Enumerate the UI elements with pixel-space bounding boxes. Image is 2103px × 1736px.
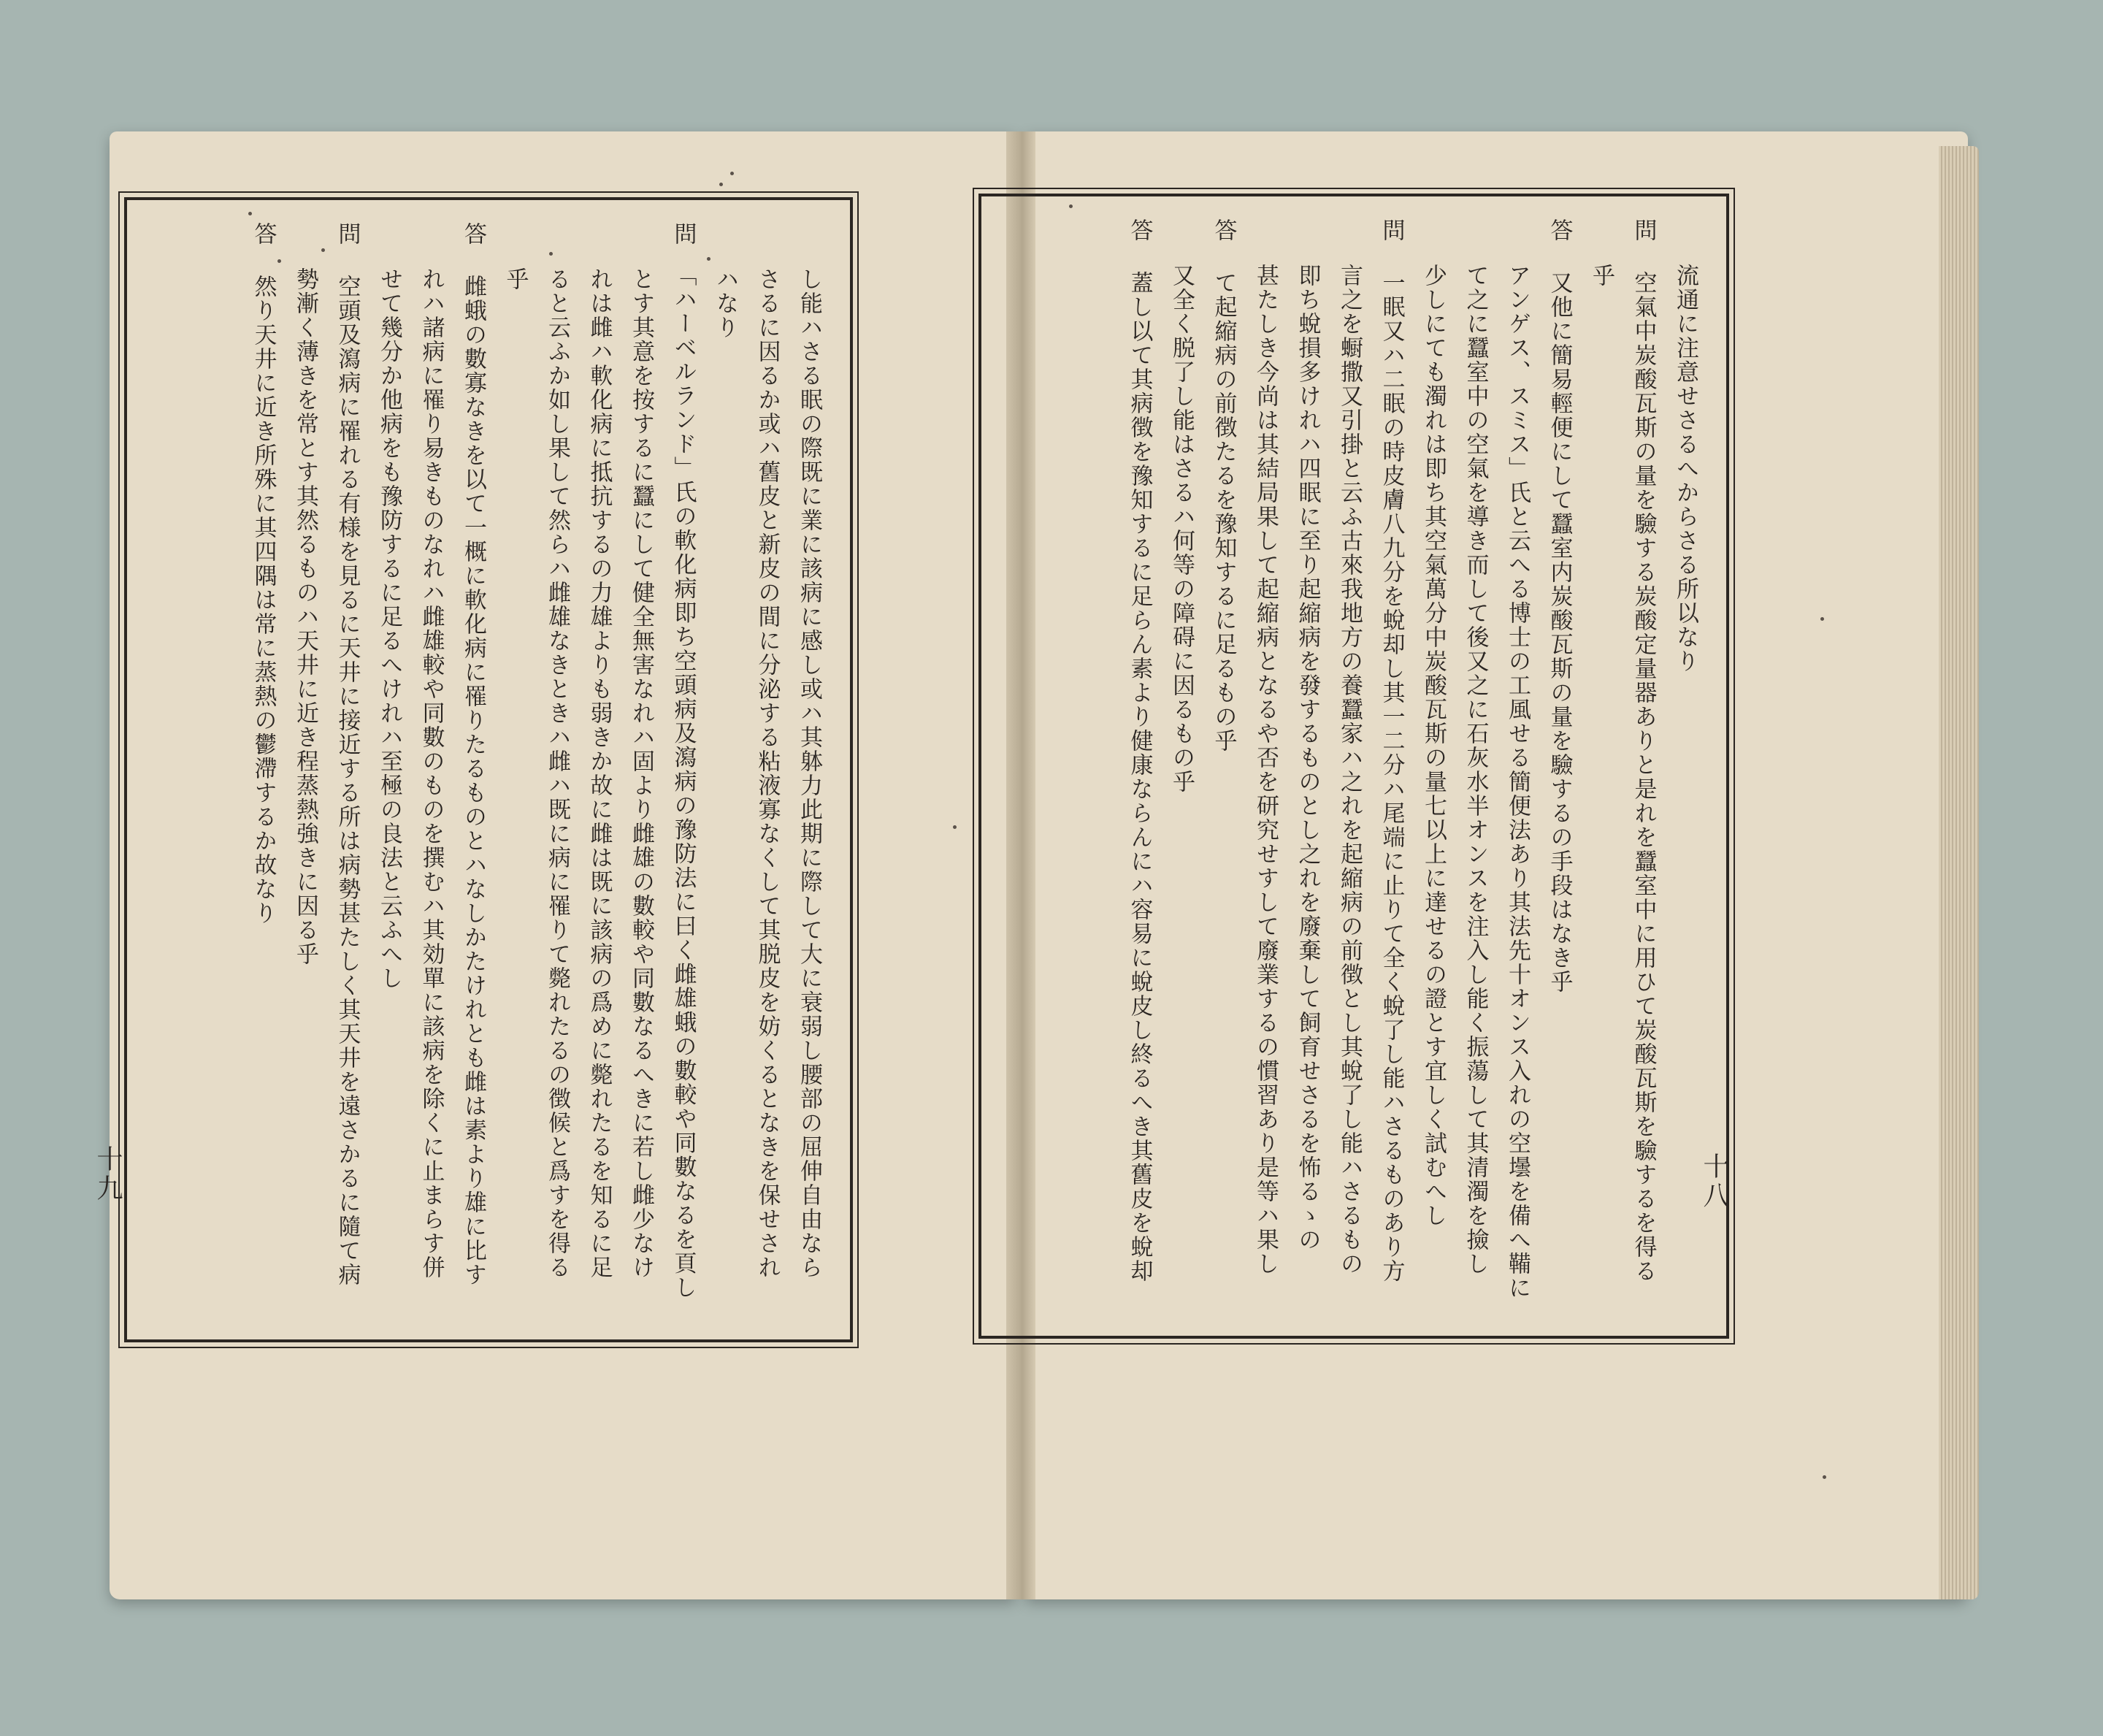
column-text: 勢漸く薄きを常とす其然るものハ天井に近き程蒸熱強きに因る乎 bbox=[292, 267, 318, 966]
column-text: 甚たしき今尚は其結局果して起縮病となるや否を研究せすして廢業するの慣習あり是等ハ果し bbox=[1252, 264, 1279, 1276]
column-text: 乎 bbox=[502, 267, 529, 291]
qa-label: 問 bbox=[334, 222, 361, 270]
column-text: 蓋し以て其病徴を豫知するに足らん素より健康ならんにハ容易に蛻皮し終るへき其舊皮を蛻却 bbox=[1126, 271, 1153, 1284]
column-text: 流通に注意せさるへからさる所以なり bbox=[1672, 264, 1698, 673]
text-column bbox=[1538, 218, 1580, 1314]
paper-speck bbox=[730, 172, 734, 175]
qa-label: 問 bbox=[1378, 218, 1405, 267]
text-column bbox=[326, 222, 368, 1318]
page-edges bbox=[1939, 146, 1979, 1599]
text-column bbox=[1496, 218, 1539, 1314]
column-text: 然り天井に近き所殊に其四隅は常に蒸熱の鬱滯するか故なり bbox=[250, 275, 277, 926]
text-column bbox=[1118, 218, 1160, 1314]
column-text: し能ハさる眠の際既に業に該病に感し或ハ其躰力此期に際して大に衰弱し腰部の屈伸自由なら bbox=[796, 267, 822, 1280]
text-column bbox=[536, 222, 578, 1318]
paper-speck bbox=[1823, 1475, 1826, 1479]
right-page-frame bbox=[978, 194, 1729, 1339]
paper-speck bbox=[1820, 617, 1824, 621]
text-column bbox=[368, 222, 410, 1318]
paper-speck bbox=[248, 212, 252, 215]
text-column bbox=[284, 222, 326, 1318]
column-text: 又全く脱了し能はさるハ何等の障碍に因るもの乎 bbox=[1168, 264, 1195, 794]
paper-speck bbox=[277, 259, 281, 263]
column-text: 空氣中炭酸瓦斯の量を驗する炭酸定量器ありと是れを蠶室中に用ひて炭酸瓦斯を驗するを得る bbox=[1630, 271, 1657, 1284]
qa-label: 答 bbox=[460, 222, 486, 270]
column-text: 一眠又ハ二眠の時皮膚八九分を蛻却し其一二分ハ尾端に止りて全く蛻了し能ハさるものあり方 bbox=[1378, 271, 1405, 1284]
paper-speck bbox=[1069, 204, 1073, 208]
text-column bbox=[1202, 218, 1244, 1314]
text-column bbox=[746, 222, 788, 1318]
text-column bbox=[1412, 218, 1455, 1314]
left-page-frame bbox=[124, 197, 853, 1342]
column-text: 空頭及瀉病に罹れる有様を見るに天井に接近する所は病勢甚たしく其天井を遠さかるに隨て病 bbox=[334, 275, 361, 1288]
column-text: せて幾分か他病をも豫防するに足るへけれハ至極の良法と云ふへし bbox=[376, 267, 402, 990]
column-text: ると云ふか如し果して然らハ雌雄なきときハ雌ハ既に病に罹りて斃れたるの徴候と爲すを得る bbox=[544, 267, 570, 1280]
page-number-right: 十八 bbox=[1699, 1152, 1729, 1211]
text-column bbox=[1370, 218, 1412, 1314]
qa-label: 答 bbox=[250, 222, 277, 270]
text-column bbox=[788, 222, 830, 1318]
column-text: とす其意を按するに蠶にして健全無害なれハ固より雌雄の數較や同數なるへきに若し雌少なけ bbox=[628, 267, 654, 1280]
text-column bbox=[704, 222, 746, 1318]
text-column bbox=[1622, 218, 1664, 1314]
column-text: さるに因るか或ハ舊皮と新皮の間に分泌する粘液寡なくして其脱皮を妨くるとなきを保せされ bbox=[754, 267, 781, 1280]
column-text: 言之を蟵撒又引掛と云ふ古來我地方の養蠶家ハ之れを起縮病の前徴とし其蛻了し能ハさるもの bbox=[1336, 264, 1363, 1276]
text-column bbox=[242, 222, 284, 1318]
column-text: れハ諸病に罹り易きものなれハ雌雄較や同數のものを撰むハ其効單に該病を除くに止まらす併 bbox=[418, 267, 445, 1280]
text-column bbox=[1160, 218, 1203, 1314]
text-column bbox=[1244, 218, 1287, 1314]
paper-speck bbox=[719, 183, 723, 186]
left-page-text bbox=[142, 222, 830, 1318]
qa-label: 問 bbox=[670, 222, 697, 270]
paper-speck bbox=[707, 257, 710, 261]
page-number-left: 十九 bbox=[93, 1145, 123, 1204]
paper-speck bbox=[549, 252, 553, 256]
text-column bbox=[1286, 218, 1328, 1314]
text-column bbox=[452, 222, 494, 1318]
column-text: れは雌ハ軟化病に抵抗するの力雄よりも弱きか故に雌は既に該病の爲めに斃れたるを知るに足 bbox=[586, 267, 613, 1280]
text-column bbox=[1664, 218, 1706, 1314]
column-text: 「ハーベルランド」氏の軟化病即ち空頭病及瀉病の豫防法に曰く雌雄蛾の數較や同數なるを頁し bbox=[670, 275, 697, 1300]
text-column bbox=[410, 222, 452, 1318]
text-column bbox=[578, 222, 620, 1318]
column-text: 乎 bbox=[1588, 264, 1614, 288]
text-column bbox=[620, 222, 662, 1318]
text-column bbox=[494, 222, 536, 1318]
paper-speck bbox=[953, 825, 957, 829]
paper-speck bbox=[321, 248, 325, 252]
text-column bbox=[1328, 218, 1371, 1314]
qa-label: 答 bbox=[1210, 218, 1237, 267]
column-text: アンゲス、スミス」氏と云へる博士の工風せる簡便法あり其法先十オンス入れの空壜を備へ鞴に bbox=[1504, 264, 1531, 1300]
qa-label: 答 bbox=[1546, 218, 1573, 267]
text-column bbox=[1454, 218, 1496, 1314]
column-text: 又他に簡易輕便にして蠶室内炭酸瓦斯の量を驗するの手段はなき乎 bbox=[1546, 271, 1573, 995]
column-text: て起縮病の前徴たるを豫知するに足るもの乎 bbox=[1210, 271, 1237, 754]
column-text: ハなり bbox=[712, 267, 738, 340]
text-column bbox=[662, 222, 704, 1318]
column-text: て之に蠶室中の空氣を導き而して後又之に石灰水半オンスを注入し能く振蕩して其清濁を撿し bbox=[1462, 264, 1489, 1276]
column-text: 即ち蛻損多けれハ四眠に至り起縮病を發するものとし之れを廢棄して飼育せさるを怖るゝの bbox=[1294, 264, 1321, 1252]
qa-label: 答 bbox=[1126, 218, 1153, 267]
column-text: 少しにても濁れは即ち其空氣萬分中炭酸瓦斯の量七以上に達せるの證とす宜しく試むへし bbox=[1420, 264, 1447, 1228]
qa-label: 問 bbox=[1630, 218, 1657, 267]
right-page-text bbox=[999, 218, 1706, 1314]
text-column bbox=[1580, 218, 1623, 1314]
column-text: 雌蛾の數寡なきを以て一概に軟化病に罹りたるものとハなしかたけれとも雌は素より雄に比す bbox=[460, 275, 486, 1288]
